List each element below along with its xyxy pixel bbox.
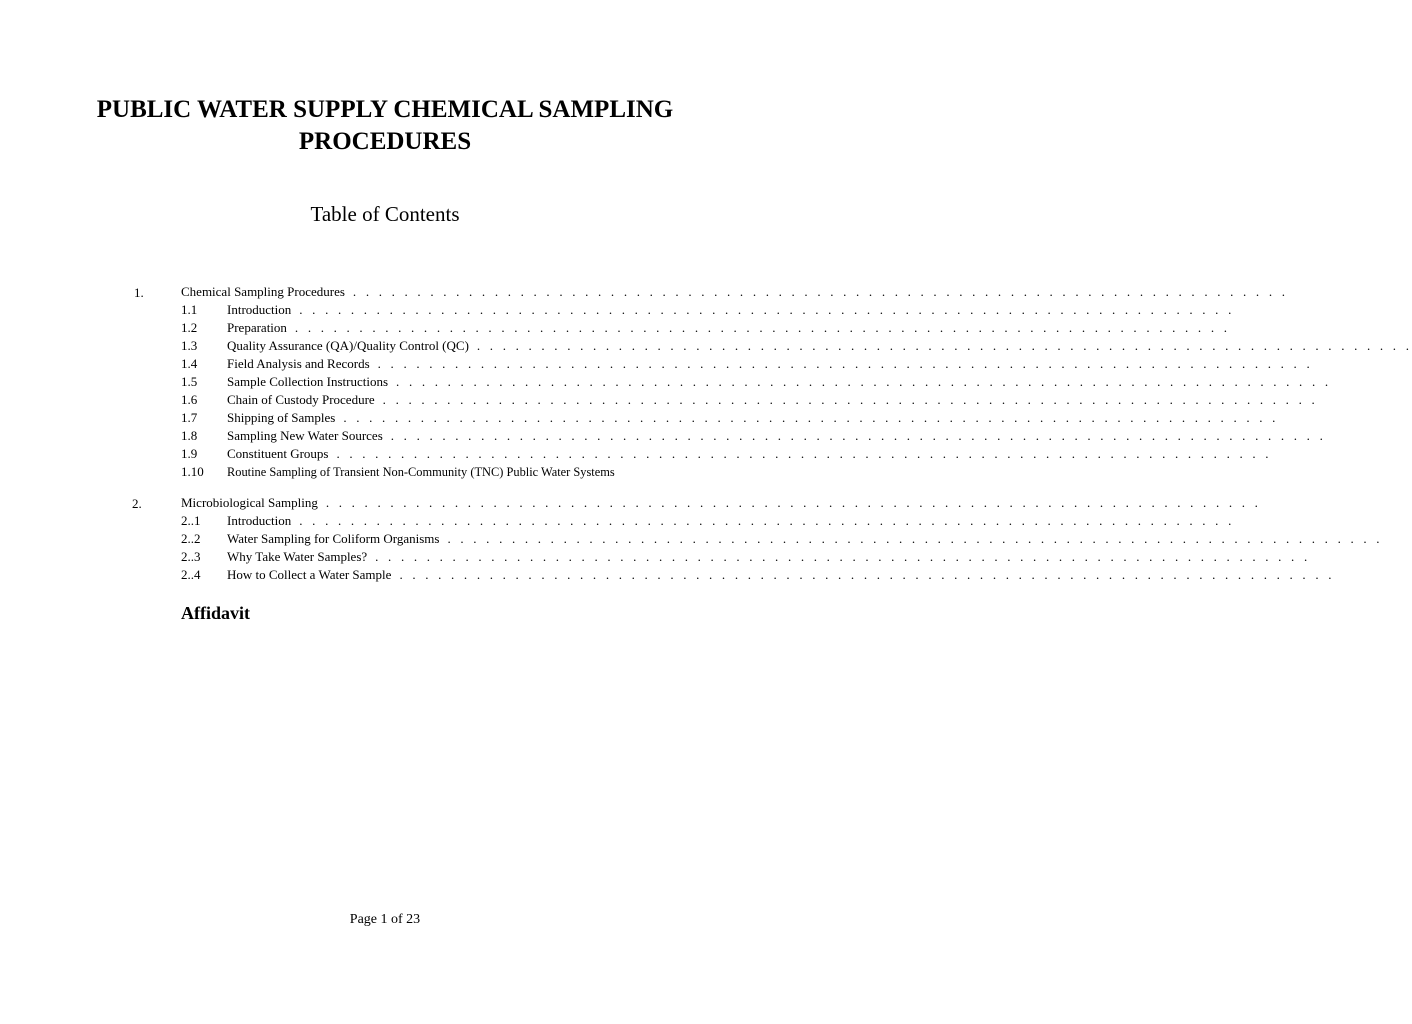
toc-entry-2-4[interactable] (181, 567, 1335, 583)
dot-leader: . . . . . . . . . . . . . . . . . . . . . . . . . . . . . . . . . . . . . . . . . . . . . . . . . . . . . . . . . . . . . . . . . . . . . . . . . (447, 531, 1383, 546)
page-number: Page 1 of 23 (349, 912, 421, 927)
entry-number: 2..1 (181, 513, 201, 528)
entry-number: 1.1 (181, 302, 198, 317)
toc-entry-1-10[interactable] (181, 464, 677, 480)
entry-title: Sample Collection Instructions (227, 374, 389, 389)
entry-title: Water Sampling for Coliform Organisms (227, 531, 440, 546)
toc-entry-1-1[interactable] (181, 302, 1235, 318)
dot-leader: . . . . . . . . . . . . . . . . . . . . . . . . . . . . . . . . . . . . . . . . . . . . . . . . . . . . . . . . . . . . . . . . . . . . . . . . . (375, 549, 1311, 564)
entry-number: 1.8 (181, 428, 198, 443)
entry-number: 1.4 (181, 356, 198, 371)
affidavit-heading: Affidavit (181, 603, 250, 623)
entry-title: Routine Sampling of Transient Non-Community (TNC) Public Water Systems (227, 465, 615, 479)
toc-entry-1-7[interactable] (181, 410, 1279, 426)
toc-entry-1-3[interactable] (181, 338, 1412, 354)
dot-leader: . . . . . . . . . . . . . . . . . . . . . . . . . . . . . . . . . . . . . . . . . . . . . . . . . . . . . . . . . . . . . . . . . . . . . . . . . (294, 320, 1231, 335)
entry-number: 1.5 (181, 374, 198, 389)
section-title: Chemical Sampling Procedures (181, 284, 345, 299)
dot-leader: . . . . . . . . . . . . . . . . . . . . . . . . . . . . . . . . . . . . . . . . . . . . . . . . . . . . . . . . . . . . . . . . . . . . . . . . . (382, 392, 1318, 407)
dot-leader: . . . . . . . . . . . . . . . . . . . . . . . . . . . . . . . . . . . . . . . . . . . . . . . . . . . . . . . . . . . . . . . . . . . . . . . . . (476, 338, 1412, 353)
toc-entry-2-1[interactable] (181, 513, 1235, 529)
dot-leader: . . . . . . . . . . . . . . . . . . . . . . . . . . . . . . . . . . . . . . . . . . . . . . . . . . . . . . . . . . . . . . . . . . . . . . . . . (299, 302, 1235, 317)
dot-leader: . . . . . . . . . . . . . . . . . . . . . . . . . . . . . . . . . . . . . . . . . . . . . . . . . . . . . . . . . . . . . . . . . . . . . . . . . (299, 513, 1235, 528)
section-title: Microbiological Sampling (181, 495, 318, 510)
toc-entry-1-2[interactable] (181, 320, 1231, 336)
entry-title: Constituent Groups (227, 446, 329, 461)
document-title (0, 94, 770, 158)
entry-title: Field Analysis and Records (227, 356, 370, 371)
entry-title: How to Collect a Water Sample (227, 567, 392, 582)
toc-entry-1-8[interactable] (181, 428, 1327, 444)
dot-leader: . . . . . . . . . . . . . . . . . . . . . . . . . . . . . . . . . . . . . . . . . . . . . . . . . . . . . . . . . . . . . . . . . . . . . . . . . (325, 495, 1262, 510)
toc-entry-1-9[interactable] (181, 446, 1272, 462)
toc-entry-section-1[interactable] (181, 284, 1289, 300)
entry-number: 1.7 (181, 410, 198, 425)
dot-leader: . . . . . . . . . . . . . . . . . . . . . . . . . . . . . . . . . . . . . . . . . . . . . . . . . . . . . . . . . . . . . . . . . . . . . . . . . (390, 428, 1327, 443)
toc-heading: Table of Contents (310, 202, 460, 226)
entry-title: Preparation (227, 320, 287, 335)
toc-entry-2-3[interactable] (181, 549, 1311, 565)
toc-entry-2-2[interactable] (181, 531, 1383, 547)
title-line-2: PROCEDURES (298, 128, 472, 155)
entry-number: 1.2 (181, 320, 198, 335)
dot-leader: . . . . . . . . . . . . . . . . . . . . . . . . . . . . . . . . . . . . . . . . . . . . . . . . . . . . . . . . . . . . . . . . . . . . . . . . . (396, 374, 1332, 389)
entry-number: 1.9 (181, 446, 198, 461)
entry-number: 1.6 (181, 392, 198, 407)
entry-title: Shipping of Samples (227, 410, 336, 425)
toc-entry-1-4[interactable] (181, 356, 1313, 372)
dot-leader: . . . . . . . . . . . . . . . . . . . . . . . . . . . . . . . . . . . . . . . . . . . . . . . . . . . . . . . . . . . . . . . . . . . . . . . . . (336, 446, 1272, 461)
dot-leader: . . . . . . . . . . . . . . . . . . . . . . . . . . . . . . . . . . . . . . . . . . . . . . . . . . . . . . . . . . . . . . . . . . . . . . . . . (399, 567, 1335, 582)
entry-title: Introduction (227, 302, 292, 317)
entry-title: Chain of Custody Procedure (227, 392, 375, 407)
section-number: 1. (134, 285, 144, 300)
entry-number: 2..2 (181, 531, 201, 546)
toc-entry-section-2[interactable] (181, 495, 1262, 511)
entry-number: 2..4 (181, 567, 201, 582)
entry-title: Why Take Water Samples? (227, 549, 368, 564)
dot-leader: . . . . . . . . . . . . . . . . . . . . . . . . . . . . . . . . . . . . . . . . . . . . . . . . . . . . . . . . . . . . . . . . . . . . . . . . . (352, 284, 1289, 299)
entry-number: 1.3 (181, 338, 198, 353)
entry-number: 1.10 (181, 464, 204, 479)
entry-number: 2..3 (181, 549, 201, 564)
dot-leader: . . . . . . . . . . . . . . . . . . . . . . . . . . . . . . . . . . . . . . . . . . . . . . . . . . . . . . . . . . . . . . . . . . . . . . . . . (343, 410, 1279, 425)
entry-title: Quality Assurance (QA)/Quality Control (QC) (227, 338, 469, 353)
entry-title: Introduction (227, 513, 292, 528)
entry-title: Sampling New Water Sources (227, 428, 383, 443)
section-number: 2. (132, 496, 142, 511)
title-line-1: PUBLIC WATER SUPPLY CHEMICAL SAMPLING (96, 96, 674, 123)
toc-entry-1-6[interactable] (181, 392, 1318, 408)
dot-leader: . . . . . . . . . . . . . . . . . . . . . . . . . . . . . . . . . . . . . . . . . . . . . . . . . . . . . . . . . . . . . . . . . . . . . . . . . (377, 356, 1313, 371)
toc-entry-1-5[interactable] (181, 374, 1332, 390)
